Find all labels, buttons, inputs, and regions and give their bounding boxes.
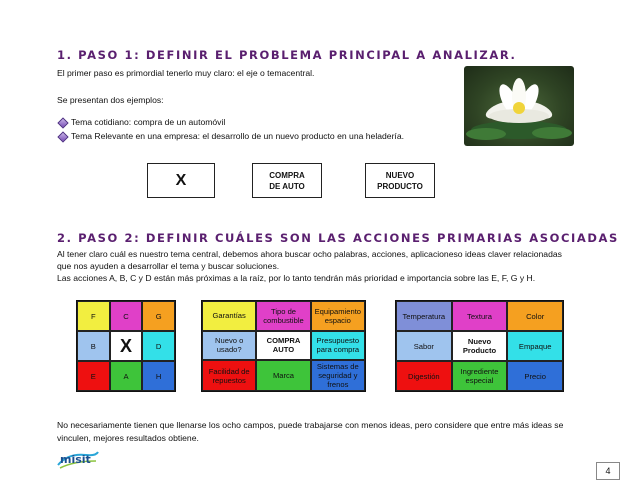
box-line: DE AUTO xyxy=(269,181,305,191)
misit-logo xyxy=(56,449,100,471)
grid-cell: A xyxy=(110,361,143,391)
box-line: COMPRA xyxy=(269,170,305,180)
bullet-item xyxy=(58,131,404,141)
grid-center-cell: Nuevo Producto xyxy=(452,331,508,361)
grid-cell: Facilidad de repuestos xyxy=(202,360,256,391)
bullet-item xyxy=(58,117,225,127)
grid-center-cell: COMPRA AUTO xyxy=(256,331,310,361)
section2-heading: 2. PASO 2: DEFINIR CUÁLES SON LAS ACCIONES PRIMARIAS ASOCIADAS xyxy=(57,231,619,245)
grid-cell: Sabor xyxy=(396,331,452,361)
nuevo-producto-box xyxy=(365,163,435,198)
bullet-text: Tema Relevante en una empresa: el desarrollo de un nuevo producto en una heladería. xyxy=(71,131,404,141)
section2-para2: Las acciones A, B, C y D están más próximas a la raíz, por lo tanto tendrán más prioridad e importancia sobre las E, F, G y H. xyxy=(57,273,536,283)
examples-intro: Se presentan dos ejemplos: xyxy=(57,95,164,105)
grid-cell: H xyxy=(142,361,175,391)
diamond-bullet-icon xyxy=(58,132,67,141)
bullet-text: Tema cotidiano: compra de un automóvil xyxy=(71,117,226,127)
grid-cell: Sistemas de seguridad y frenos xyxy=(311,360,365,391)
section2-para1-line2: que nos ayuden a desarrollar el tema y buscar soluciones. xyxy=(57,261,280,271)
lotus-flower-image xyxy=(464,66,574,146)
footer-note-line1: No necesariamente tienen que llenarse los ocho campos, puede trabajarse con menos ideas, pero considere que entre más ideas se xyxy=(57,420,564,430)
box-line: PRODUCTO xyxy=(377,181,423,191)
grid-cell: Precio xyxy=(507,361,563,391)
grid-nuevo-producto xyxy=(395,300,564,392)
grid-cell: G xyxy=(142,301,175,331)
grid-cell: F xyxy=(77,301,110,331)
section2-para1-line1: Al tener claro cuál es nuestro tema central, debemos ahora buscar ocho palabras, acciones, aplicacioneso ideas claver relacionadas xyxy=(57,249,562,259)
grid-cell: Presupuesto para compra xyxy=(311,331,365,361)
grid-cell: Temperatura xyxy=(396,301,452,331)
grid-cell: C xyxy=(110,301,143,331)
grid-letters xyxy=(76,300,176,392)
grid-cell: D xyxy=(142,331,175,361)
diamond-bullet-icon xyxy=(58,118,67,127)
logo-text: misit xyxy=(60,453,91,466)
compra-auto-box xyxy=(252,163,322,198)
section1-intro: El primer paso es primordial tenerlo muy claro: el eje o temacentral. xyxy=(57,68,315,78)
box-line: NUEVO xyxy=(385,170,415,180)
grid-cell: Nuevo o usado? xyxy=(202,331,256,361)
grid-cell: Digestión xyxy=(396,361,452,391)
grid-cell: E xyxy=(77,361,110,391)
grid-cell: Tipo de combustible xyxy=(256,301,310,331)
grid-cell: Equipamiento espacio xyxy=(311,301,365,331)
footer-note-line2: vinculen, mejores resultados obtiene. xyxy=(57,433,199,443)
section1-heading: 1. PASO 1: DEFINIR EL PROBLEMA PRINCIPAL A ANALIZAR. xyxy=(57,48,517,62)
grid-cell: Garantías xyxy=(202,301,256,331)
x-label: X xyxy=(175,172,187,189)
page-number: 4 xyxy=(596,462,620,480)
grid-cell: B xyxy=(77,331,110,361)
grid-cell: Marca xyxy=(256,360,310,391)
grid-cell: Ingrediente especial xyxy=(452,361,508,391)
grid-center-cell: X xyxy=(110,331,143,361)
grid-cell: Empaque xyxy=(507,331,563,361)
grid-compra-auto xyxy=(201,300,366,392)
grid-cell: Textura xyxy=(452,301,508,331)
grid-cell: Color xyxy=(507,301,563,331)
x-box xyxy=(147,163,215,198)
